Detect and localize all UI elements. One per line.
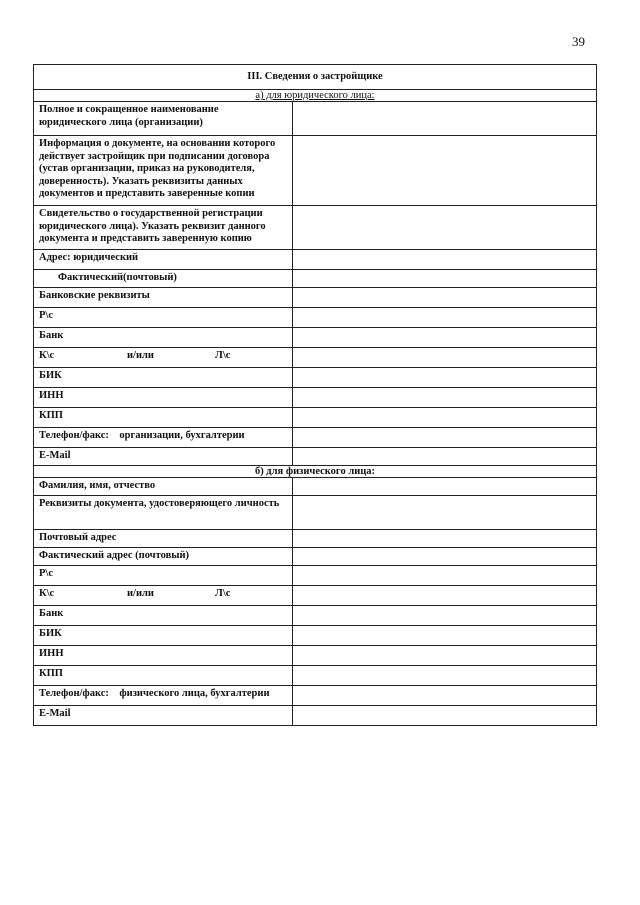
value-ind-id-doc[interactable]	[293, 496, 597, 530]
label-ks: К\с	[39, 350, 55, 361]
label-legal-kpp: КПП	[34, 408, 293, 428]
table-row	[34, 606, 597, 626]
table-row	[34, 368, 597, 388]
label-phone-note: физического лица, бухгалтерии	[119, 688, 270, 699]
section-heading-legal-row	[34, 90, 597, 102]
label-legal-ks-ls	[34, 348, 293, 368]
value-ind-ks-ls[interactable]	[293, 586, 597, 606]
table-row	[34, 666, 597, 686]
value-ind-bik[interactable]	[293, 626, 597, 646]
value-legal-inn[interactable]	[293, 388, 597, 408]
value-ind-inn[interactable]	[293, 646, 597, 666]
table-row	[34, 408, 597, 428]
value-legal-kpp[interactable]	[293, 408, 597, 428]
page-number: 39	[572, 34, 585, 49]
table-row	[34, 136, 597, 206]
label-ls: Л\с	[215, 350, 231, 361]
value-legal-bank[interactable]	[293, 328, 597, 348]
label-ind-ks-ls	[34, 586, 293, 606]
table-row	[34, 566, 597, 586]
value-legal-rs[interactable]	[293, 308, 597, 328]
value-legal-document[interactable]	[293, 136, 597, 206]
label-phone-note: организации, бухгалтерии	[119, 430, 245, 441]
label-legal-name: Полное и сокращенное наименование юридического лица (организации)	[34, 102, 293, 136]
table-row	[34, 428, 597, 448]
label-legal-bik: БИК	[34, 368, 293, 388]
value-legal-name[interactable]	[293, 102, 597, 136]
table-row	[34, 348, 597, 368]
label-phone: Телефон/факс:	[39, 430, 109, 441]
value-legal-address[interactable]	[293, 250, 597, 270]
value-ind-bank[interactable]	[293, 606, 597, 626]
label-ind-kpp: КПП	[34, 666, 293, 686]
developer-info-form	[33, 64, 597, 726]
section-heading-individual: б) для физического лица:	[34, 466, 597, 478]
table-row	[34, 530, 597, 548]
table-row	[34, 548, 597, 566]
value-legal-phone[interactable]	[293, 428, 597, 448]
value-bank-details[interactable]	[293, 288, 597, 308]
label-ind-actual: Фактический адрес (почтовый)	[34, 548, 293, 566]
value-legal-registration[interactable]	[293, 206, 597, 250]
table-row	[34, 288, 597, 308]
label-ls: Л\с	[215, 588, 231, 599]
label-ind-rs: Р\с	[34, 566, 293, 586]
label-ind-id-doc: Реквизиты документа, удостоверяющего личность	[34, 496, 293, 530]
value-ind-actual[interactable]	[293, 548, 597, 566]
label-ind-bank: Банк	[34, 606, 293, 626]
label-ind-bik: БИК	[34, 626, 293, 646]
section-heading-legal: а) для юридического лица:	[34, 90, 597, 102]
table-row	[34, 250, 597, 270]
value-ind-email[interactable]	[293, 706, 597, 726]
label-ind-phone	[34, 686, 293, 706]
table-row	[34, 102, 597, 136]
label-ind-fio: Фамилия, имя, отчество	[34, 478, 293, 496]
section-heading-individual-row	[34, 466, 597, 478]
value-legal-bik[interactable]	[293, 368, 597, 388]
label-legal-document: Информация о документе, на основании которого действует застройщик при подписании договора (устав организации, приказ на руководителя, доверенность). Указать реквизиты данных документов и представить заверенные копии	[34, 136, 293, 206]
value-legal-email[interactable]	[293, 448, 597, 466]
value-ind-rs[interactable]	[293, 566, 597, 586]
label-and-or: и/или	[127, 588, 154, 599]
form-title-row	[34, 65, 597, 90]
label-legal-address: Адрес: юридический	[34, 250, 293, 270]
value-ind-fio[interactable]	[293, 478, 597, 496]
table-row	[34, 308, 597, 328]
label-legal-rs: Р\с	[34, 308, 293, 328]
table-row	[34, 448, 597, 466]
table-row	[34, 706, 597, 726]
value-actual-address[interactable]	[293, 270, 597, 288]
table-row	[34, 388, 597, 408]
form-title: III. Сведения о застройщике	[34, 65, 597, 90]
label-actual-address: Фактический(почтовый)	[34, 270, 293, 288]
table-row	[34, 270, 597, 288]
table-row	[34, 626, 597, 646]
table-row	[34, 586, 597, 606]
table-row	[34, 646, 597, 666]
label-phone: Телефон/факс:	[39, 688, 109, 699]
table-row	[34, 206, 597, 250]
label-ks: К\с	[39, 588, 55, 599]
label-legal-inn: ИНН	[34, 388, 293, 408]
value-ind-kpp[interactable]	[293, 666, 597, 686]
label-legal-phone	[34, 428, 293, 448]
table-row	[34, 496, 597, 530]
table-row	[34, 478, 597, 496]
label-legal-email: E-Mail	[34, 448, 293, 466]
label-ind-email: E-Mail	[34, 706, 293, 726]
label-legal-bank: Банк	[34, 328, 293, 348]
value-ind-postal[interactable]	[293, 530, 597, 548]
table-row	[34, 328, 597, 348]
value-ind-phone[interactable]	[293, 686, 597, 706]
label-ind-inn: ИНН	[34, 646, 293, 666]
label-bank-details: Банковские реквизиты	[34, 288, 293, 308]
label-legal-registration: Свидетельство о государственной регистрации юридического лица). Указать реквизит данного документа и представить заверенную копию	[34, 206, 293, 250]
label-and-or: и/или	[127, 350, 154, 361]
table-row	[34, 686, 597, 706]
label-ind-postal: Почтовый адрес	[34, 530, 293, 548]
value-legal-ks-ls[interactable]	[293, 348, 597, 368]
